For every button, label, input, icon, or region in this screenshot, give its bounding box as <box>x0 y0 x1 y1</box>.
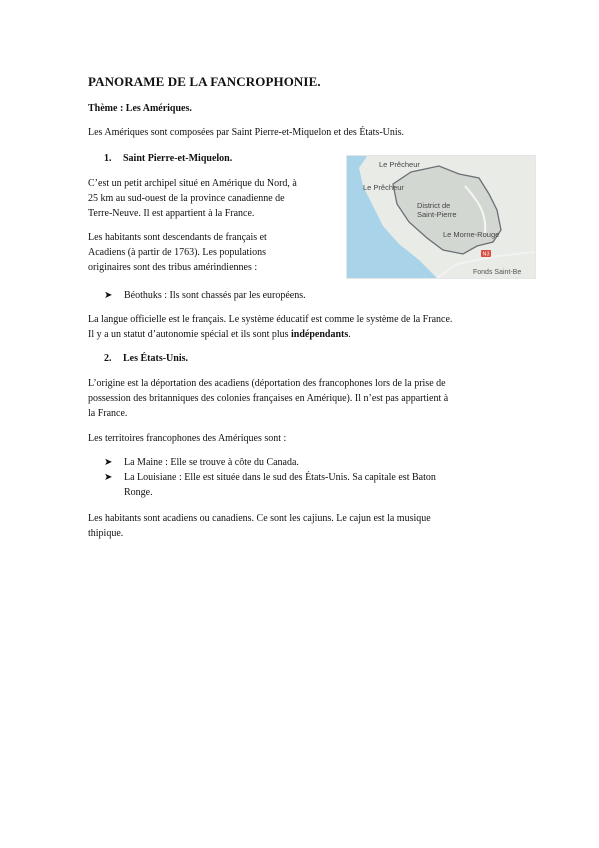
list-item-maine <box>104 455 299 470</box>
section-1-heading <box>104 151 232 166</box>
list-item-text: La Maine : Elle se trouve à côte du Canada. <box>124 457 299 468</box>
section-1-number: 1. <box>104 153 112 164</box>
arrow-bullet-icon: ➤ <box>104 457 113 468</box>
map-label-top: Le Prêcheur <box>379 160 420 169</box>
list-item-louisiane <box>104 470 436 485</box>
paragraph-line: Terre-Neuve. Il est appartient à la France. <box>88 208 255 219</box>
section-1-paragraph-2 <box>88 230 267 275</box>
paragraph-line: la France. <box>88 408 128 419</box>
section-1-paragraph-1 <box>88 176 297 221</box>
bold-word: indépendants <box>291 329 349 340</box>
map-svg <box>347 156 535 278</box>
road-badge-label: N3 <box>482 251 490 258</box>
paragraph-line: Les habitants sont acadiens ou canadiens. Ce sont les cajiuns. Le cajun est la musique <box>88 513 431 524</box>
section-2-title: Les États-Unis. <box>123 353 189 364</box>
paragraph-line: originaires sont des tribus amérindiennes : <box>88 262 258 273</box>
paragraph-line: La langue officielle est le français. Le système éducatif est comme le système de la France. <box>88 314 453 325</box>
section-2-number: 2. <box>104 353 112 364</box>
closing-paragraph <box>88 511 431 541</box>
arrow-bullet-icon: ➤ <box>104 472 113 483</box>
paragraph-text: Il y a un statut d’autonomie spécial et ils sont plus <box>88 329 292 340</box>
section-2-heading <box>104 351 188 366</box>
paragraph-line: C’est un petit archipel situé en Amérique du Nord, à <box>88 178 297 189</box>
paragraph-line: Acadiens (à partir de 1763). Les populations <box>88 247 267 258</box>
list-item-beothuks <box>104 288 306 303</box>
list-item-text: Béothuks : Ils sont chassés par les européens. <box>124 290 306 301</box>
theme-line: Thème : Les Amériques. <box>88 103 192 114</box>
paragraph-line: thipique. <box>88 528 124 539</box>
paragraph-line: possession des britanniques des colonies françaises en Amérique). Il n’est pas appartient à <box>88 393 449 404</box>
list-item-louisiane-continued: Ronge. <box>124 487 153 498</box>
section-1-paragraph-3 <box>88 312 452 342</box>
paragraph-line: 25 km au sud-ouest de la province canadienne de <box>88 193 285 204</box>
paragraph-text: . <box>348 329 351 340</box>
page-title: PANORAME DE LA FANCROPHONIE. <box>88 74 321 89</box>
section-1-title: Saint Pierre-et-Miquelon. <box>123 153 233 164</box>
arrow-bullet-icon: ➤ <box>104 290 113 301</box>
map-label-bottom: Fonds Saint-Be <box>473 269 522 276</box>
map-label-center-1: District de <box>417 201 451 210</box>
intro-paragraph: Les Amériques sont composées par Saint Pierre-et-Miquelon et des États-Unis. <box>88 127 405 138</box>
paragraph-line: Les habitants sont descendants de français et <box>88 232 267 243</box>
map-label-center-2: Saint-Pierre <box>417 210 457 219</box>
map-image <box>346 155 536 279</box>
section-2-paragraph-1 <box>88 376 448 421</box>
paragraph-line <box>88 327 452 342</box>
territories-intro: Les territoires francophones des Amériques sont : <box>88 433 287 444</box>
list-item-text: La Louisiane : Elle est située dans le sud des États-Unis. Sa capitale est Baton <box>124 472 436 483</box>
paragraph-line: L’origine est la déportation des acadiens (déportation des francophones lors de la prise de <box>88 378 446 389</box>
map-label-right: Le Morne-Rouge <box>443 230 500 239</box>
map-label-left: Le Prêcheur <box>363 183 404 192</box>
